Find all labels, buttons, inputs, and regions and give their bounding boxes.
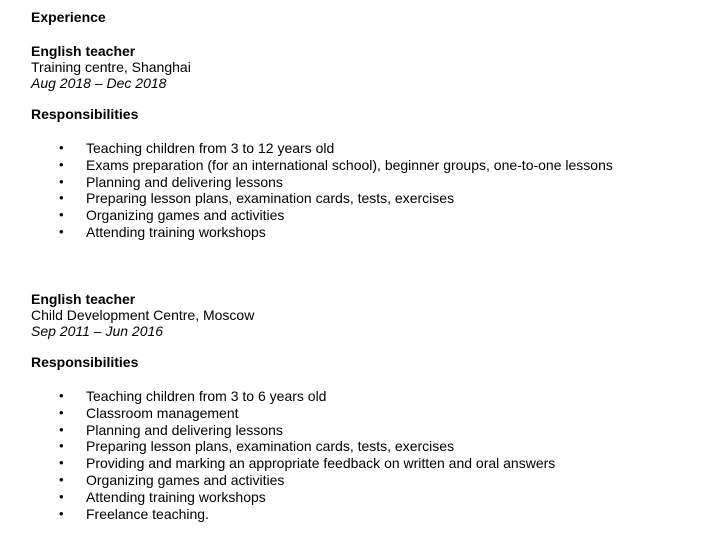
bullet-icon: • [59, 488, 64, 504]
bullet-icon: • [59, 140, 64, 155]
bullet-icon: • [59, 438, 64, 454]
section-title: Experience [31, 9, 106, 25]
job-2-title: English teacher [31, 291, 136, 307]
bullet-icon: • [59, 156, 64, 172]
job-1-title: English teacher [31, 43, 136, 59]
job-2-employer: Child Development Centre, Moscow [31, 307, 255, 323]
job-2-responsibilities-heading: Responsibilities [31, 354, 139, 370]
bullet-icon: • [59, 505, 64, 521]
bullet-icon: • [59, 173, 64, 189]
bullet-icon: • [59, 223, 64, 239]
bullet-icon: • [59, 421, 64, 437]
job-1-responsibilities-heading: Responsibilities [31, 106, 139, 122]
job-1-dates: Aug 2018 – Dec 2018 [31, 75, 167, 91]
bullet-icon: • [59, 404, 64, 420]
bullet-icon: • [59, 190, 64, 206]
bullet-icon: • [59, 388, 64, 403]
bullet-icon: • [59, 455, 64, 471]
job-1-employer: Training centre, Shanghai [31, 59, 191, 75]
bullet-icon: • [59, 207, 64, 223]
bullet-icon: • [59, 471, 64, 487]
job-2-dates: Sep 2011 – Jun 2016 [31, 323, 164, 339]
